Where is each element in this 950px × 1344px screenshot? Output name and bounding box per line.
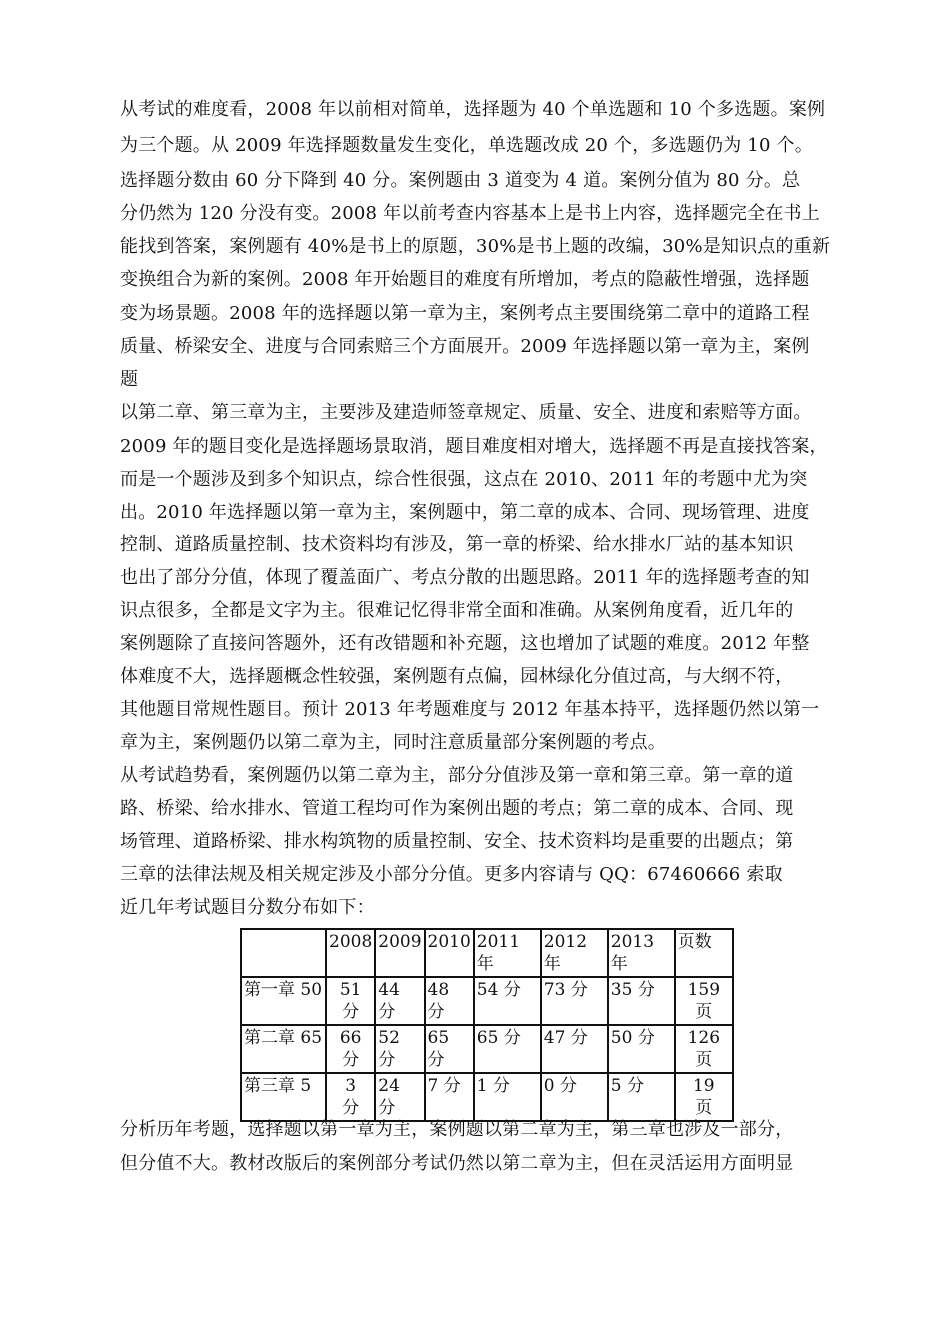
text-line: 体难度不大，选择题概念性较强，案例题有点偏，园林绿化分值过高，与大纲不符， bbox=[120, 666, 794, 687]
text-line: 近几年考试题目分数分布如下： bbox=[120, 897, 375, 918]
text-line: 场管理、道路桥梁、排水构筑物的质量控制、安全、技术资料均是重要的出题点；第 bbox=[120, 831, 794, 852]
text-line: 分析历年考题，选择题以第一章为主，案例题以第二章为主，第三章也涉及一部分， bbox=[120, 1119, 794, 1140]
table-cell: 第一章 50 bbox=[241, 977, 326, 1025]
text-line: 案例题除了直接问答题外，还有改错题和补充题，这也增加了试题的难度。2012 年整 bbox=[120, 633, 810, 654]
text-line: 以第二章、第三章为主，主要涉及建造师签章规定、质量、安全、进度和索赔等方面。 bbox=[120, 402, 812, 423]
text-line: 路、桥梁、给水排水、管道工程均可作为案例出题的考点；第二章的成本、合同、现 bbox=[120, 798, 794, 819]
table-row bbox=[241, 1073, 733, 1121]
table-cell: 65 分 bbox=[425, 1025, 474, 1073]
table-cell: 73 分 bbox=[541, 977, 608, 1025]
text-line: 选择题分数由 60 分下降到 40 分。案例题由 3 道变为 4 道。案例分值为 80 分。总 bbox=[120, 170, 801, 191]
table-cell: 2010 bbox=[425, 929, 474, 977]
text-line: 控制、道路质量控制、技术资料均有涉及，第一章的桥梁、给水排水厂站的基本知识 bbox=[120, 534, 794, 555]
table-cell: 第三章 5 bbox=[241, 1073, 326, 1121]
table-cell: 44 分 bbox=[375, 977, 424, 1025]
text-line: 变为场景题。2008 年的选择题以第一章为主，案例考点主要围绕第二章中的道路工程 bbox=[120, 303, 810, 324]
text-line: 也出了部分分值，体现了覆盖面广、考点分散的出题思路。2011 年的选择题考查的知 bbox=[120, 567, 810, 588]
table-cell: 24 分 bbox=[375, 1073, 424, 1121]
text-line: 分仍然为 120 分没有变。2008 年以前考查内容基本上是书上内容，选择题完全在书上 bbox=[120, 203, 820, 224]
table-cell: 19 页 bbox=[675, 1073, 733, 1121]
text-line: 为三个题。从 2009 年选择题数量发生变化，单选题改成 20 个，多选题仍为 10 个。 bbox=[120, 135, 813, 156]
table-cell: 66 分 bbox=[326, 1025, 375, 1073]
table-cell: 48 分 bbox=[425, 977, 474, 1025]
text-line: 但分值不大。教材改版后的案例部分考试仍然以第二章为主，但在灵活运用方面明显 bbox=[120, 1153, 794, 1174]
table-row bbox=[241, 977, 733, 1025]
table-cell: 0 分 bbox=[541, 1073, 608, 1121]
table-cell: 2013 年 bbox=[608, 929, 675, 977]
table-cell: 2012 年 bbox=[541, 929, 608, 977]
table-cell bbox=[241, 929, 326, 977]
table-row bbox=[241, 1025, 733, 1073]
text-line: 出。2010 年选择题以第一章为主，案例题中，第二章的成本、合同、现场管理、进度 bbox=[120, 502, 810, 523]
text-line: 其他题目常规性题目。预计 2013 年考题难度与 2012 年基本持平，选择题仍然以第一 bbox=[120, 699, 820, 720]
table-cell: 159 页 bbox=[675, 977, 733, 1025]
table-cell: 65 分 bbox=[474, 1025, 541, 1073]
text-line: 章为主，案例题仍以第二章为主，同时注意质量部分案例题的考点。 bbox=[120, 732, 666, 753]
table-cell: 2011 年 bbox=[474, 929, 541, 977]
table-cell: 47 分 bbox=[541, 1025, 608, 1073]
table-cell: 1 分 bbox=[474, 1073, 541, 1121]
score-distribution-table bbox=[240, 928, 734, 1122]
table-cell: 5 分 bbox=[608, 1073, 675, 1121]
text-line: 变换组合为新的案例。2008 年开始题目的难度有所增加，考点的隐蔽性增强，选择题 bbox=[120, 269, 810, 290]
table-cell: 2008 bbox=[326, 929, 375, 977]
table-cell: 页数 bbox=[675, 929, 733, 977]
text-line: 能找到答案，案例题有 40%是书上的原题，30%是书上题的改编，30%是知识点的重新 bbox=[120, 236, 831, 257]
table-cell: 54 分 bbox=[474, 977, 541, 1025]
table-cell: 第二章 65 bbox=[241, 1025, 326, 1073]
table-cell: 50 分 bbox=[608, 1025, 675, 1073]
table-cell: 3 分 bbox=[326, 1073, 375, 1121]
text-line: 识点很多，全都是文字为主。很难记忆得非常全面和准确。从案例角度看，近几年的 bbox=[120, 600, 794, 621]
table-header-row bbox=[241, 929, 733, 977]
text-line: 三章的法律法规及相关规定涉及小部分分值。更多内容请与 QQ：67460666 索取 bbox=[120, 864, 783, 885]
table-cell: 52 分 bbox=[375, 1025, 424, 1073]
text-line: 题 bbox=[120, 369, 139, 390]
text-line: 而是一个题涉及到多个知识点，综合性很强，这点在 2010、2011 年的考题中尤为突 bbox=[120, 469, 808, 490]
table-cell: 35 分 bbox=[608, 977, 675, 1025]
table-cell: 51 分 bbox=[326, 977, 375, 1025]
text-line: 从考试的难度看，2008 年以前相对简单，选择题为 40 个单选题和 10 个多选题。案例 bbox=[120, 99, 826, 120]
table-cell: 126 页 bbox=[675, 1025, 733, 1073]
table-cell: 2009 bbox=[375, 929, 424, 977]
text-line: 2009 年的题目变化是选择题场景取消，题目难度相对增大，选择题不再是直接找答案， bbox=[120, 436, 828, 457]
text-line: 质量、桥梁安全、进度与合同索赔三个方面展开。2009 年选择题以第一章为主，案例 bbox=[120, 336, 810, 357]
table-cell: 7 分 bbox=[425, 1073, 474, 1121]
text-line: 从考试趋势看，案例题仍以第二章为主，部分分值涉及第一章和第三章。第一章的道 bbox=[120, 765, 794, 786]
